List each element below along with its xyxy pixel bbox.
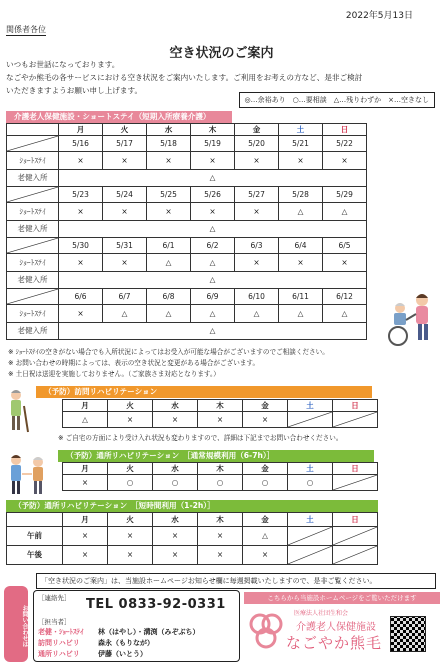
availability-cell: × [63,527,108,546]
home-rehab-band: （予防）訪問リハビリテーション [36,386,372,398]
short-stay-row [7,305,367,323]
date-cell: 5/17 [103,136,147,152]
availability-cell: △ [191,254,235,272]
availability-cell: × [59,203,103,221]
day-header-saturday: 土 [279,124,323,136]
staff-dept: 訪問リハビリ [38,639,80,647]
availability-cell: △ [243,527,288,546]
day-header: 月 [63,463,108,475]
availability-cell: × [147,152,191,170]
contact-label: ［連絡先］ [38,594,71,602]
wheelchair-caregiver-icon [380,290,440,348]
staff-row [38,638,200,649]
intro-line: いつもお世話になっております。 [6,60,120,69]
day-header: 日 [333,513,378,527]
availability-cell: × [59,305,103,323]
date-cell: 5/29 [323,187,367,203]
note-line: ※ ｼｮｰﾄｽﾃｲの空きがない場合でも入所状況によってはお受入が可能な場合がございますのでご相談ください。 [8,348,329,356]
availability-cell: × [63,546,108,565]
row-label-pm: 午後 [7,546,63,565]
staff-name: 森永（もりなが） [98,639,154,647]
day-header: 水 [153,513,198,527]
day-header: 火 [108,463,153,475]
availability-cell: ○ [153,475,198,491]
date-cell: 5/31 [103,238,147,254]
home-rehab-table [62,399,378,428]
day-header: 水 [147,124,191,136]
availability-cell: × [108,527,153,546]
day-header: 土 [288,463,333,475]
row-label-short-stay: ｼｮｰﾄｽﾃｲ [7,254,59,272]
availability-cell: ○ [108,475,153,491]
home-rehab-note: ※ ご自宅の方面により受け入れ状況も変わりますので、詳細は下記までお問い合わせください。 [58,434,343,442]
day-header: 木 [191,124,235,136]
day-header-sunday: 日 [323,124,367,136]
date-cell: 6/11 [279,289,323,305]
staff-name: 伊藤（いとう） [98,650,147,658]
availability-cell: × [59,254,103,272]
intro-line: なごやか熊毛の各サービスにおける空き状況をご案内いたします。ご利用をお考えの方など、是非ご検討 [6,73,363,82]
date-cell: 6/2 [191,238,235,254]
closed-diagonal-cell [333,412,378,428]
short-stay-row [7,203,367,221]
staff-name: 林（はやし）・溝渕（みぞぶち） [98,628,200,636]
date-cell: 5/16 [59,136,103,152]
date-cell: 5/25 [147,187,191,203]
availability-cell: × [235,152,279,170]
day-header: 木 [198,463,243,475]
availability-cell: × [323,254,367,272]
availability-cell: △ [323,203,367,221]
day-header: 月 [63,513,108,527]
closed-diagonal-cell [288,412,333,428]
date-cell: 6/8 [147,289,191,305]
day-header: 火 [108,400,153,412]
date-cell: 6/4 [279,238,323,254]
availability-cell: × [198,527,243,546]
short-stay-row [7,254,367,272]
closed-diagonal-cell [288,527,333,546]
rouken-row [7,323,367,340]
homepage-notice: 「空き状況のご案内」は、当施設ホームページお知らせ欄に毎週掲載いたしますので、是非ご覧ください。 [36,573,436,589]
closed-diagonal-cell [333,546,378,565]
availability-cell: ○ [198,475,243,491]
recipient-label: 関係者各位 [6,25,46,34]
availability-cell: × [103,203,147,221]
day-header: 月 [59,124,103,136]
date-cell: 6/12 [323,289,367,305]
org-type: 介護老人保健施設 [296,622,376,633]
rouken-row [7,221,367,238]
availability-cell: △ [63,412,108,428]
availability-cell: △ [235,305,279,323]
availability-cell: △ [147,254,191,272]
date-cell: 5/22 [323,136,367,152]
short-stay-table [6,123,367,340]
availability-cell: × [108,546,153,565]
date-cell: 5/18 [147,136,191,152]
week-date-row [7,136,367,152]
staff-dept: 通所リハビリ [38,650,80,658]
availability-cell: △ [279,203,323,221]
short-stay-row [7,152,367,170]
short-stay-band: 介護老人保健施設・ショートステイ（短期入所療養介護） [6,111,232,123]
availability-cell: △ [59,221,367,238]
day-header: 金 [243,400,288,412]
date-cell: 6/10 [235,289,279,305]
staff-dept: 老健・ｼｮｰﾄｽﾃｲ [38,628,84,636]
closed-diagonal-cell [333,527,378,546]
row-label-rouken: 老健入所 [7,323,59,340]
availability-cell: × [59,152,103,170]
row-label-rouken: 老健入所 [7,221,59,238]
availability-cell: △ [103,305,147,323]
day-header: 土 [288,513,333,527]
row-label-short-stay: ｼｮｰﾄｽﾃｲ [7,152,59,170]
date-cell: 6/9 [191,289,235,305]
qr-code-icon[interactable] [390,616,426,652]
contact-box [33,590,240,662]
week-diagonal-cell [7,289,59,305]
date-cell: 5/20 [235,136,279,152]
day-rehab-short-table [6,512,378,565]
note-line: ※ 土日祝は送迎を実施しておりません。（ご家族さま対応となります。） [8,370,220,378]
availability-cell: × [153,527,198,546]
day-header: 木 [198,400,243,412]
staff-row [38,649,200,660]
availability-cell: ○ [288,475,333,491]
row-label-short-stay: ｼｮｰﾄｽﾃｲ [7,203,59,221]
homepage-link-band[interactable]: こちらから当施設ホームページをご覧いただけます [244,592,440,604]
availability-cell: △ [323,305,367,323]
week-date-row [7,187,367,203]
availability-cell: × [103,254,147,272]
availability-cell: △ [147,305,191,323]
availability-cell: × [63,475,108,491]
availability-cell: × [191,152,235,170]
phone-number[interactable]: TEL 0833-92-0331 [86,597,226,612]
date-cell: 5/28 [279,187,323,203]
closed-diagonal-cell [288,546,333,565]
date-cell: 5/19 [191,136,235,152]
date-cell: 5/24 [103,187,147,203]
day-header: 土 [288,400,333,412]
availability-cell: × [279,254,323,272]
day-rehab-long-band: （予防）通所リハビリテーション ［通常規模利用（6-7h）］ [58,450,374,462]
week-diagonal-cell [7,136,59,152]
day-header: 日 [333,400,378,412]
availability-cell: × [243,412,288,428]
rouken-row [7,170,367,187]
date-cell: 6/6 [59,289,103,305]
availability-cell: ○ [243,475,288,491]
short-stay-notes [8,347,329,380]
date-cell: 6/5 [323,238,367,254]
availability-cell: △ [279,305,323,323]
day-header: 金 [243,463,288,475]
availability-cell: × [153,412,198,428]
walking-elder-icon [4,388,34,436]
staff-label: ［担当者］ [38,618,71,626]
day-header: 金 [243,513,288,527]
availability-cell: × [153,546,198,565]
availability-cell: × [198,546,243,565]
availability-cell: × [191,203,235,221]
availability-cell: × [279,152,323,170]
date-cell: 5/30 [59,238,103,254]
availability-cell: × [198,412,243,428]
availability-cell: × [103,152,147,170]
row-label-am: 午前 [7,527,63,546]
rouken-row [7,272,367,289]
week-diagonal-cell [7,238,59,254]
date-cell: 5/27 [235,187,279,203]
row-label-short-stay: ｼｮｰﾄｽﾃｲ [7,305,59,323]
day-header: 水 [153,463,198,475]
availability-cell: △ [59,272,367,289]
staff-row [38,627,200,638]
week-date-row [7,289,367,305]
availability-cell: △ [59,170,367,187]
note-line: ※ お問い合わせの時期によっては、表示の空き状況と変更がある場合がございます。 [8,359,260,367]
closed-diagonal-cell [333,475,378,491]
availability-cell: × [147,203,191,221]
date-cell: 6/3 [235,238,279,254]
day-header: 月 [63,400,108,412]
date-cell: 5/21 [279,136,323,152]
org-name: なごやか熊毛 [286,634,383,652]
day-header: 火 [108,513,153,527]
availability-cell: × [108,412,153,428]
corner-cell [7,124,59,136]
rehab-staff-icon [4,452,58,498]
staff-list [38,627,200,660]
week-date-row [7,238,367,254]
availability-cell: △ [191,305,235,323]
week-diagonal-cell [7,187,59,203]
intro-line: いただきますようお願い申し上げます。 [6,86,143,95]
availability-cell: × [235,203,279,221]
issue-date: 2022年5月13日 [345,11,413,21]
day-header: 金 [235,124,279,136]
org-parent: 医療法人社団生和会 [294,610,349,617]
day-rehab-long-table [62,462,378,491]
page-title: 空き状況のご案内 [169,46,274,61]
row-label-rouken: 老健入所 [7,272,59,289]
contact-side-tag: お問い合わせは [4,586,28,662]
availability-cell: × [235,254,279,272]
availability-cell: × [243,546,288,565]
date-cell: 5/23 [59,187,103,203]
date-cell: 6/1 [147,238,191,254]
availability-cell: △ [59,323,367,340]
availability-cell: × [323,152,367,170]
day-rehab-short-band: （予防）通所リハビリテーション ［短時間利用（1-2h）］ [6,500,378,512]
day-header: 日 [333,463,378,475]
facility-logo-icon [248,610,284,654]
symbol-legend: ◎…余裕あり ○…要相談 △…残りわずか ×…空きなし [239,92,435,108]
day-header: 水 [153,400,198,412]
date-cell: 6/7 [103,289,147,305]
date-cell: 5/26 [191,187,235,203]
day-header: 木 [198,513,243,527]
row-label-rouken: 老健入所 [7,170,59,187]
corner-cell [7,513,63,527]
day-header: 火 [103,124,147,136]
